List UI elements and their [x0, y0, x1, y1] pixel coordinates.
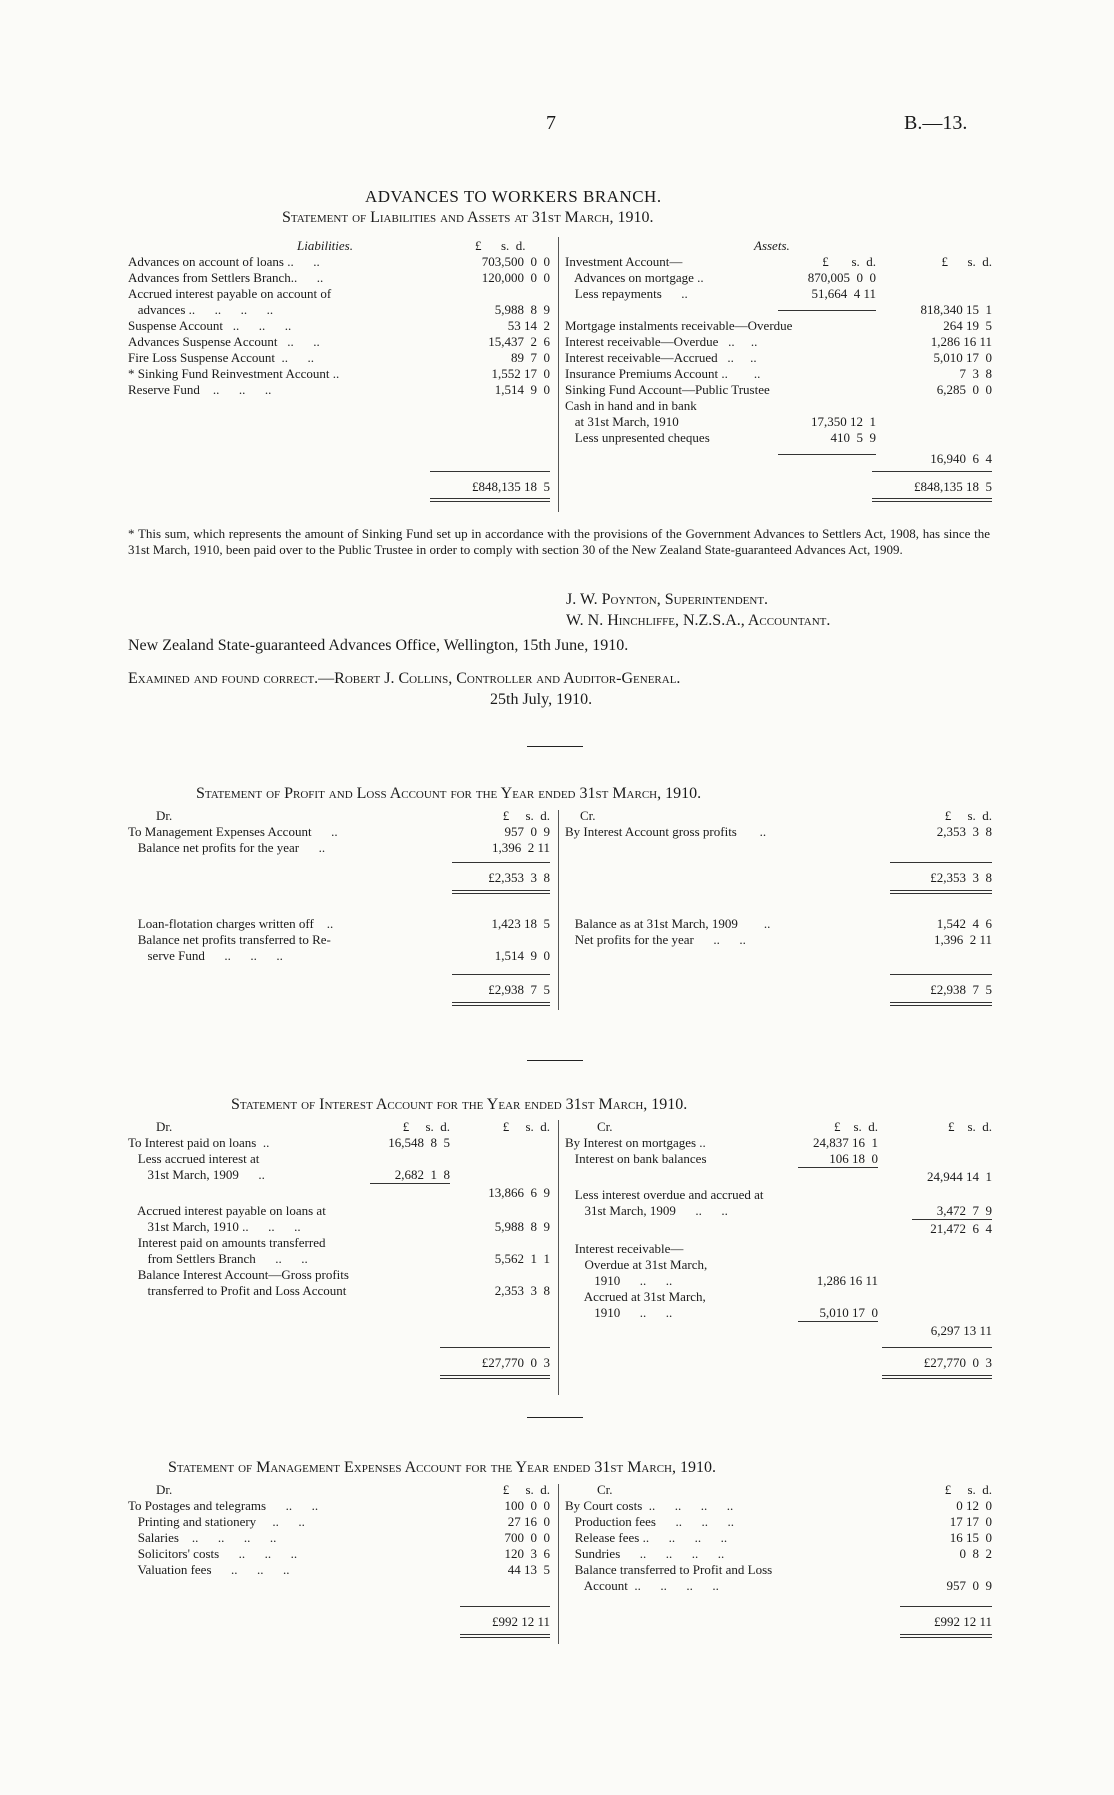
int-cr-head-inner: £ s. d.	[833, 1119, 878, 1134]
int-dr-label: Balance Interest Account—Gross profits	[128, 1267, 349, 1282]
mgmt-dr-amount: 44 13 5	[507, 1562, 550, 1577]
asset-label: Less unpresented cheques	[565, 430, 710, 445]
liability-amount: 5,988 8 9	[494, 302, 550, 317]
pl-dr-amount: 957 0 9	[504, 824, 550, 839]
int-cr: Cr.	[597, 1119, 613, 1134]
int-dr: Dr.	[156, 1119, 173, 1134]
mgmt-cr-amount: 16 15 0	[949, 1530, 992, 1545]
pl-cr-label: Balance as at 31st March, 1909 ..	[565, 916, 771, 931]
mgmt-dr-amount: 100 0 0	[504, 1498, 550, 1513]
mgmt-dr-amount: 120 3 6	[504, 1546, 550, 1561]
liability-amount: 1,514 9 0	[494, 382, 550, 397]
pl-dr-amount: 1,514 9 0	[494, 948, 550, 963]
asset-label: Investment Account—	[565, 254, 683, 269]
asset-inner-amount: 870,005 0 0	[807, 270, 876, 285]
asset-outer-amount: 16,940 6 4	[930, 451, 992, 466]
asset-outer-amount: 6,285 0 0	[936, 382, 992, 397]
asset-inner-amount: 51,664 4 11	[811, 286, 876, 301]
liab-money-head: £ s. d.	[475, 238, 526, 253]
int-dr-inner: 2,682 1 8	[394, 1167, 450, 1182]
pl-cr-amount: 1,542 4 6	[936, 916, 992, 931]
int-dr-outer: 2,353 3 8	[494, 1283, 550, 1298]
mgmt-dr-label: Valuation fees .. .. ..	[128, 1562, 290, 1577]
int-dr-label: Less accrued interest at	[128, 1151, 260, 1166]
pl-total-1-cr: £2,353 3 8	[930, 870, 992, 885]
asset-inner-amount: 17,350 12 1	[811, 414, 876, 429]
asset-inner-amount: 410 5 9	[830, 430, 876, 445]
mgmt-cr-label: By Court costs .. .. .. ..	[565, 1498, 734, 1513]
int-cr-inner: 24,837 16 1	[813, 1135, 878, 1150]
assets-total: £848,135 18 5	[914, 479, 992, 494]
mgmt-cr-label: Release fees .. .. .. ..	[565, 1530, 728, 1545]
management-title: Statement of Management Expenses Account for the Year ended 31st March, 1910.	[168, 1459, 716, 1476]
pl-cr-label: By Interest Account gross profits ..	[565, 824, 767, 839]
pl-dr-label: Balance net profits transferred to Re-	[128, 932, 331, 947]
mgmt-cr-total: £992 12 11	[933, 1614, 992, 1629]
liability-label: Suspense Account .. .. ..	[128, 318, 292, 333]
asset-label: Mortgage instalments receivable—Overdue	[565, 318, 793, 333]
asset-outer-amount: 5,010 17 0	[933, 350, 992, 365]
int-dr-label: Interest paid on amounts transferred	[128, 1235, 326, 1250]
int-dr-label: from Settlers Branch .. ..	[128, 1251, 308, 1266]
liability-label: Fire Loss Suspense Account .. ..	[128, 350, 314, 365]
examined-line: Examined and found correct.—Robert J. Collins, Controller and Auditor-General.	[128, 670, 681, 687]
liability-amount: 120,000 0 0	[481, 270, 550, 285]
mgmt-dr-label: Solicitors' costs .. .. ..	[128, 1546, 298, 1561]
pl-dr-label: serve Fund .. .. ..	[128, 948, 283, 963]
asset-label: Insurance Premiums Account .. ..	[565, 366, 761, 381]
liability-label: Advances on account of loans .. ..	[128, 254, 320, 269]
int-dr-outer: 5,562 1 1	[494, 1251, 550, 1266]
pl-cr-amount: 2,353 3 8	[936, 824, 992, 839]
mgmt-cr-amount: 0 12 0	[956, 1498, 992, 1513]
mgmt-cr-label: Production fees .. .. ..	[565, 1514, 734, 1529]
int-cr-label: Less interest overdue and accrued at	[565, 1187, 764, 1202]
int-dr-label: 31st March, 1910 .. .. ..	[128, 1219, 301, 1234]
pl-dr-label: Loan-flotation charges written off ..	[128, 916, 334, 931]
pl-cr-money-head: £ s. d.	[944, 808, 992, 823]
mgmt-cr-money-head: £ s. d.	[944, 1482, 992, 1497]
liability-amount: 89 7 0	[511, 350, 550, 365]
mgmt-dr: Dr.	[156, 1482, 173, 1497]
asset-label: Interest receivable—Accrued .. ..	[565, 350, 757, 365]
pl-cr-label: Net profits for the year .. ..	[565, 932, 746, 947]
mgmt-dr-total: £992 12 11	[491, 1614, 550, 1629]
pl-dr-amount: 1,396 2 11	[491, 840, 550, 855]
int-dr-inner: 16,548 8 5	[388, 1135, 450, 1150]
int-cr-label: 1910 .. ..	[565, 1273, 673, 1288]
asset-outer-amount: 7 3 8	[959, 366, 992, 381]
liability-amount: 703,500 0 0	[481, 254, 550, 269]
pl-cr: Cr.	[580, 808, 596, 823]
liability-label: Reserve Fund .. .. ..	[128, 382, 272, 397]
pl-total-2-cr: £2,938 7 5	[930, 982, 992, 997]
mgmt-cr-label: Sundries .. .. .. ..	[565, 1546, 725, 1561]
interest-title: Statement of Interest Account for the Year ended 31st March, 1910.	[231, 1096, 688, 1113]
int-dr-label: transferred to Profit and Loss Account	[128, 1283, 347, 1298]
int-cr-inner: 5,010 17 0	[819, 1305, 878, 1320]
int-cr-label: 31st March, 1909 .. ..	[565, 1203, 728, 1218]
int-cr-outer: 21,472 6 4	[930, 1221, 992, 1236]
liability-label: Accrued interest payable on account of	[128, 286, 332, 301]
asset-outer-amount: £ s. d.	[941, 254, 992, 269]
liability-amount: 53 14 2	[507, 318, 550, 333]
int-cr-outer: 6,297 13 11	[930, 1323, 992, 1338]
page-reference: B.—13.	[904, 112, 968, 134]
int-cr-label: Interest on bank balances	[565, 1151, 707, 1166]
asset-label: Less repayments ..	[565, 286, 688, 301]
int-cr-inner: 106 18 0	[829, 1151, 878, 1166]
mgmt-dr-label: Salaries .. .. .. ..	[128, 1530, 277, 1545]
asset-label: Cash in hand and in bank	[565, 398, 697, 413]
int-cr-label: Overdue at 31st March,	[565, 1257, 708, 1272]
mgmt-dr-money-head: £ s. d.	[502, 1482, 550, 1497]
profit-loss-title: Statement of Profit and Loss Account for the Year ended 31st March, 1910.	[196, 785, 702, 802]
int-cr-label: Interest receivable—	[565, 1241, 684, 1256]
liability-label: Advances from Settlers Branch.. ..	[128, 270, 324, 285]
asset-label: Advances on mortgage ..	[565, 270, 704, 285]
mgmt-dr-label: Printing and stationery .. ..	[128, 1514, 305, 1529]
asset-outer-amount: 1,286 16 11	[930, 334, 992, 349]
int-cr-outer: 24,944 14 1	[927, 1169, 992, 1184]
asset-label: Interest receivable—Overdue .. ..	[565, 334, 758, 349]
asset-outer-amount: 818,340 15 1	[920, 302, 992, 317]
asset-label: at 31st March, 1910	[565, 414, 679, 429]
liability-label: Advances Suspense Account .. ..	[128, 334, 320, 349]
examined-date: 25th July, 1910.	[490, 691, 593, 708]
int-cr-total: £27,770 0 3	[923, 1355, 992, 1370]
liability-amount: 1,552 17 0	[491, 366, 550, 381]
mgmt-dr-amount: 27 16 0	[507, 1514, 550, 1529]
int-dr-label: Accrued interest payable on loans at	[128, 1203, 326, 1218]
pl-total-1-dr: £2,353 3 8	[488, 870, 550, 885]
branch-title: ADVANCES TO WORKERS BRANCH.	[365, 187, 662, 206]
page-number: 7	[546, 112, 556, 134]
signature-superintendent: J. W. Poynton, Superintendent.	[566, 591, 769, 608]
pl-dr-label: Balance net profits for the year ..	[128, 840, 326, 855]
balance-subtitle: Statement of Liabilities and Assets at 31st March, 1910.	[282, 209, 654, 226]
liabilities-heading: Liabilities.	[297, 238, 353, 253]
pl-dr-label: To Management Expenses Account ..	[128, 824, 338, 839]
mgmt-cr-label: Account .. .. .. ..	[565, 1578, 719, 1593]
asset-inner-amount: £ s. d.	[822, 254, 876, 269]
int-cr-label: 1910 .. ..	[565, 1305, 673, 1320]
mgmt-dr-label: To Postages and telegrams .. ..	[128, 1498, 319, 1513]
mgmt-cr-amount: 957 0 9	[946, 1578, 992, 1593]
mgmt-cr-amount: 0 8 2	[959, 1546, 992, 1561]
assets-heading: Assets.	[754, 238, 790, 253]
int-cr-inner: 1,286 16 11	[816, 1273, 878, 1288]
int-cr-label: By Interest on mortgages ..	[565, 1135, 706, 1150]
mgmt-dr-amount: 700 0 0	[504, 1530, 550, 1545]
mgmt-cr: Cr.	[597, 1482, 613, 1497]
int-cr-head-outer: £ s. d.	[947, 1119, 992, 1134]
int-dr-label: 31st March, 1909 ..	[128, 1167, 265, 1182]
int-cr-label: Accrued at 31st March,	[565, 1289, 706, 1304]
pl-dr-amount: 1,423 18 5	[491, 916, 550, 931]
mgmt-cr-label: Balance transferred to Profit and Loss	[565, 1562, 773, 1577]
int-dr-outer: 13,866 6 9	[488, 1185, 550, 1200]
int-dr-head-outer: £ s. d.	[502, 1119, 550, 1134]
mgmt-cr-amount: 17 17 0	[949, 1514, 992, 1529]
asset-outer-amount: 264 19 5	[943, 318, 992, 333]
liabilities-total: £848,135 18 5	[472, 479, 550, 494]
pl-total-2-dr: £2,938 7 5	[488, 982, 550, 997]
liability-label: advances .. .. .. ..	[128, 302, 274, 317]
office-line: New Zealand State-guaranteed Advances Office, Wellington, 15th June, 1910.	[128, 637, 629, 654]
int-dr-outer: 5,988 8 9	[494, 1219, 550, 1234]
pl-dr-money-head: £ s. d.	[502, 808, 550, 823]
int-dr-total: £27,770 0 3	[481, 1355, 550, 1370]
signature-accountant: W. N. Hinchliffe, N.Z.S.A., Accountant.	[566, 612, 831, 629]
int-cr-outer: 3,472 7 9	[936, 1203, 992, 1218]
asset-label: Sinking Fund Account—Public Trustee	[565, 382, 770, 397]
pl-cr-amount: 1,396 2 11	[933, 932, 992, 947]
int-dr-head-inner: £ s. d.	[402, 1119, 450, 1134]
pl-dr: Dr.	[156, 808, 173, 823]
footnote: * This sum, which represents the amount of Sinking Fund set up in accordance with the provisions of the Government Advances to Settlers Act, 1908, has since the 31st March, 1910, been paid over to the Public Trustee in order to comply with section 30 of the New Zealand State-guaranteed Advances Act, 1909.	[128, 526, 990, 557]
int-dr-label: To Interest paid on loans ..	[128, 1135, 270, 1150]
liability-amount: 15,437 2 6	[488, 334, 550, 349]
liability-label: * Sinking Fund Reinvestment Account ..	[128, 366, 340, 381]
